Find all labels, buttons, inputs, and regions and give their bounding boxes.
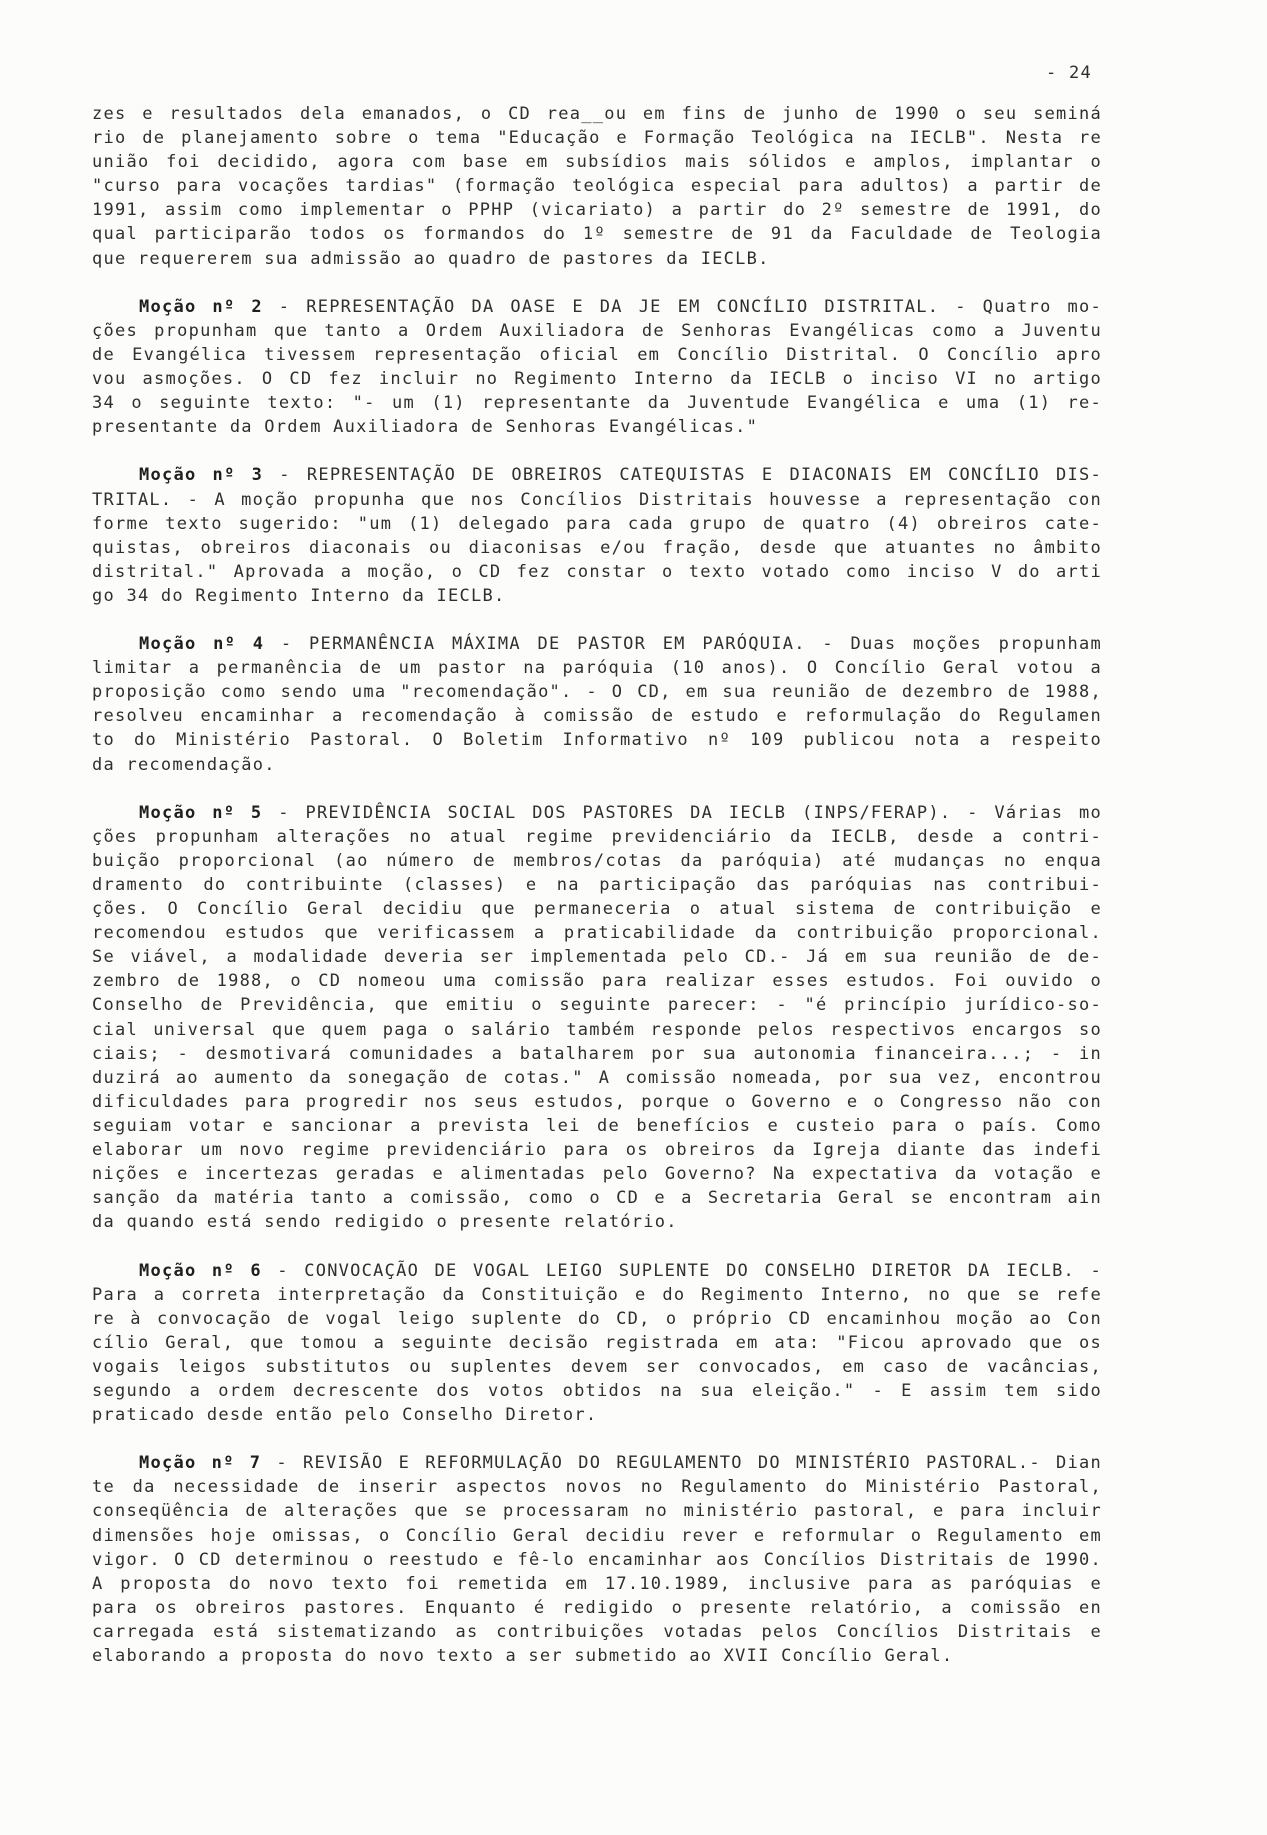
text-line: go 34 do Regimento Interno da IECLB. <box>92 585 506 606</box>
text-line: to do Ministério Pastoral. O Boletim Informativo nº 109 publicou nota a respeito <box>92 730 1102 751</box>
text-line: "curso para vocações tardias" (formação teológica especial para adultos) a partir de <box>92 176 1102 197</box>
text-line: sanção da matéria tanto a comissão, como o CD e a Secretaria Geral se encontram ain <box>92 1188 1102 1209</box>
motion-heading-line <box>92 632 1102 656</box>
motion-3-paragraph <box>92 463 1102 608</box>
motion-title: - PREVIDÊNCIA SOCIAL DOS PASTORES DA IECLB (INPS/FERAP). - Várias mo <box>278 802 1102 823</box>
text-line: que requererem sua admissão ao quadro de pastores da IECLB. <box>92 248 770 269</box>
text-line: de Evangélica tivessem representação oficial em Concílio Distrital. O Concílio apro <box>92 344 1102 365</box>
motion-label: Moção nº 4 <box>139 634 265 655</box>
text-line: cial universal que quem paga o salário também responde pelos respectivos encargos so <box>92 1019 1102 1040</box>
intro-paragraph <box>92 102 1102 271</box>
text-line: Se viável, a modalidade deveria ser implementada pelo CD.- Já em sua reunião de de- <box>92 947 1102 968</box>
text-line: vigor. O CD determinou o reestudo e fê-lo encaminhar aos Concílios Distritais de 1990. <box>92 1549 1102 1570</box>
text-line: qual participarão todos os formandos do 1º semestre de 91 da Faculdade de Teologia <box>92 224 1102 245</box>
page-number: - 24 <box>1046 63 1092 83</box>
text-line: proposição como sendo uma "recomendação". - O CD, em sua reunião de dezembro de 1988, <box>92 682 1102 703</box>
motion-heading-line <box>92 801 1102 825</box>
text-line: união foi decidido, agora com base em subsídios mais sólidos e amplos, implantar o <box>92 152 1102 173</box>
text-line: ções propunham que tanto a Ordem Auxiliadora de Senhoras Evangélicas como a Juventu <box>92 320 1102 341</box>
text-line: forme texto sugerido: "um (1) delegado para cada grupo de quatro (4) obreiros cate- <box>92 513 1102 534</box>
text-line: ções. O Concílio Geral decidiu que permaneceria o atual sistema de contribuição e <box>92 899 1102 920</box>
text-line: recomendou estudos que verificassem a praticabilidade da contribuição proporcional. <box>92 923 1102 944</box>
text-line: elaborar um novo regime previdenciário para os obreiros da Igreja diante das indefi <box>92 1140 1102 1161</box>
text-line: resolveu encaminhar a recomendação à comissão de estudo e reformulação do Regulamen <box>92 706 1102 727</box>
text-line: praticado desde então pelo Conselho Diretor. <box>92 1405 598 1426</box>
text-line: te da necessidade de inserir aspectos novos no Regulamento do Ministério Pastoral, <box>92 1477 1102 1498</box>
motion-heading-line <box>92 295 1102 319</box>
text-line: cílio Geral, que tomou a seguinte decisão registrada em ata: "Ficou aprovado que os <box>92 1332 1102 1353</box>
text-line: conseqüência de alterações que se processaram no ministério pastoral, e para incluir <box>92 1501 1102 1522</box>
text-line: da quando está sendo redigido o presente relatório. <box>92 1212 678 1233</box>
motion-label: Moção nº 6 <box>139 1260 262 1281</box>
text-line: 34 o seguinte texto: "- um (1) representante da Juventude Evangélica e uma (1) re- <box>92 393 1102 414</box>
motion-title: - REVISÃO E REFORMULAÇÃO DO REGULAMENTO DO MINISTÉRIO PASTORAL.- Dian <box>276 1453 1102 1474</box>
text-line: quistas, obreiros diaconais ou diaconisas e/ou fração, desde que atuantes no âmbito <box>92 537 1102 558</box>
motion-heading-line <box>92 1451 1102 1475</box>
motion-heading-line <box>92 463 1102 487</box>
motion-title: - CONVOCAÇÃO DE VOGAL LEIGO SUPLENTE DO CONSELHO DIRETOR DA IECLB. - <box>277 1260 1102 1281</box>
text-line: nições e incertezas geradas e alimentadas pelo Governo? Na expectativa da votação e <box>92 1164 1102 1185</box>
text-line: da recomendação. <box>92 754 276 775</box>
motion-4-paragraph <box>92 632 1102 777</box>
text-line: limitar a permanência de um pastor na paróquia (10 anos). O Concílio Geral votou a <box>92 658 1102 679</box>
text-line: seguiam votar e sancionar a prevista lei de benefícios e custeio para o país. Como <box>92 1115 1102 1136</box>
motion-label: Moção nº 5 <box>139 802 263 823</box>
motion-title: - REPRESENTAÇÃO DE OBREIROS CATEQUISTAS E DIACONAIS EM CONCÍLIO DIS- <box>279 465 1102 486</box>
motion-label: Moção nº 3 <box>139 465 264 486</box>
text-line: re à convocação de vogal leigo suplente do CD, o próprio CD encaminhou moção ao Con <box>92 1308 1102 1329</box>
text-line: duzirá ao aumento da sonegação de cotas." A comissão nomeada, por sua vez, encontrou <box>92 1067 1102 1088</box>
text-line: zembro de 1988, o CD nomeou uma comissão para realizar esses estudos. Foi ouvido o <box>92 971 1102 992</box>
motion-label: Moção nº 7 <box>139 1453 262 1474</box>
text-line: carregada está sistematizando as contribuições votadas pelos Concílios Distritais e <box>92 1621 1102 1642</box>
text-line: presentante da Ordem Auxiliadora de Senhoras Evangélicas." <box>92 417 759 438</box>
text-line: dramento do contribuinte (classes) e na participação das paróquias nas contribui- <box>92 875 1102 895</box>
text-line: TRITAL. - A moção propunha que nos Concílios Distritais houvesse a representação con <box>92 489 1102 510</box>
text-line: Conselho de Previdência, que emitiu o seguinte parecer: - "é princípio jurídico-so- <box>92 995 1102 1016</box>
text-line: 1991, assim como implementar o PPHP (vicariato) a partir do 2º semestre de 1991, do <box>92 200 1102 221</box>
motion-title: - REPRESENTAÇÃO DA OASE E DA JE EM CONCÍLIO DISTRITAL. - Quatro mo- <box>278 296 1102 317</box>
motion-6-paragraph <box>92 1259 1102 1428</box>
motion-title: - PERMANÊNCIA MÁXIMA DE PASTOR EM PARÓQUIA. - Duas moções propunham <box>280 634 1102 655</box>
motion-heading-line <box>92 1259 1102 1283</box>
text-line: Para a correta interpretação da Constituição e do Regimento Interno, no que se refe <box>92 1284 1102 1305</box>
text-line: zes e resultados dela emanados, o CD rea__ou em fins de junho de 1990 o seu seminá <box>92 104 1102 124</box>
text-line: segundo a ordem decrescente dos votos obtidos na sua eleição." - E assim tem sido <box>92 1380 1102 1401</box>
text-line: ções propunham alterações no atual regime previdenciário da IECLB, desde a contri- <box>92 826 1102 847</box>
text-line: distrital." Aprovada a moção, o CD fez constar o texto votado como inciso V do arti <box>92 561 1102 582</box>
text-line: para os obreiros pastores. Enquanto é redigido o presente relatório, a comissão en <box>92 1597 1102 1618</box>
text-line: vogais leigos substitutos ou suplentes devem ser convocados, em caso de vacâncias, <box>92 1356 1102 1377</box>
text-line: vou asmoções. O CD fez incluir no Regimento Interno da IECLB o inciso VI no artigo <box>92 369 1102 390</box>
text-line: A proposta do novo texto foi remetida em 17.10.1989, inclusive para as paróquias e <box>92 1573 1102 1594</box>
text-line: ciais; - desmotivará comunidades a batalharem por sua autonomia financeira...; - in <box>92 1043 1102 1064</box>
document-body <box>92 102 1102 1668</box>
motion-5-paragraph <box>92 801 1102 1235</box>
text-line: dimensões hoje omissas, o Concílio Geral decidiu rever e reformular o Regulamento em <box>92 1525 1102 1546</box>
motion-label: Moção nº 2 <box>139 296 263 317</box>
text-line: buição proporcional (ao número de membros/cotas da paróquia) até mudanças no enqua <box>92 850 1102 871</box>
text-line: rio de planejamento sobre o tema "Educação e Formação Teológica na IECLB". Nesta re <box>92 128 1102 149</box>
motion-7-paragraph <box>92 1451 1102 1668</box>
text-line: elaborando a proposta do novo texto a ser submetido ao XVII Concílio Geral. <box>92 1646 954 1666</box>
text-line: dificuldades para progredir nos seus estudos, porque o Governo e o Congresso não con <box>92 1091 1102 1112</box>
motion-2-paragraph <box>92 295 1102 440</box>
